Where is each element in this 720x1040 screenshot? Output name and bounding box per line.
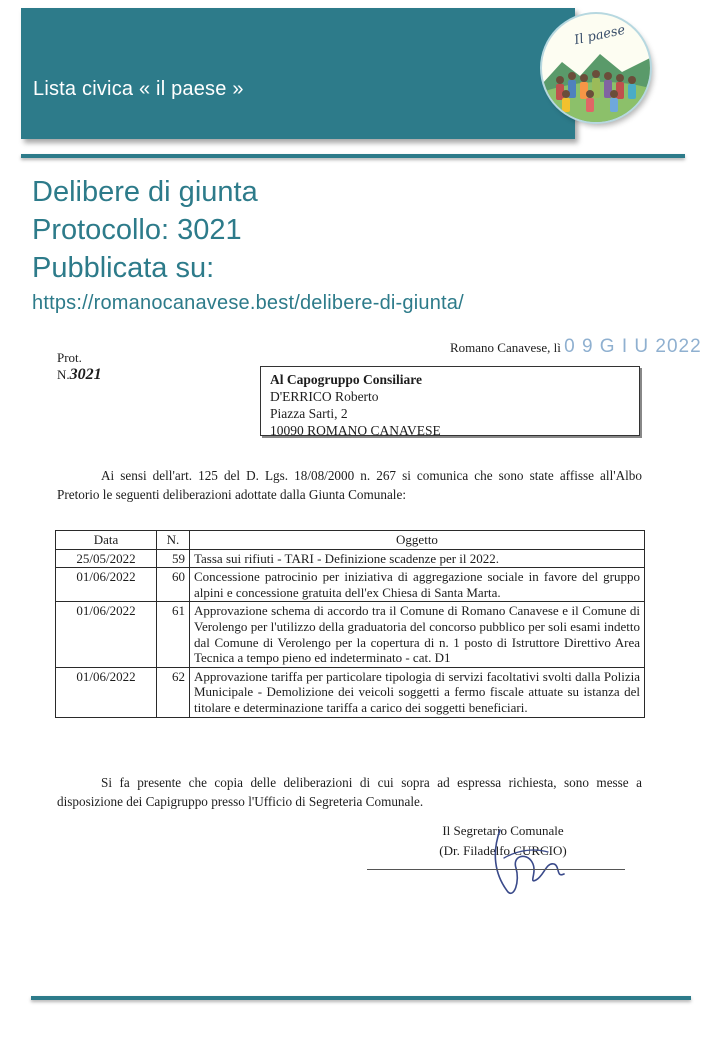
heading-published-label: Pubblicata su: bbox=[32, 252, 215, 284]
recipient-street: Piazza Sarti, 2 bbox=[270, 406, 348, 421]
table-row bbox=[56, 602, 645, 667]
row-number: 61 bbox=[157, 602, 190, 667]
protocol-label: Prot. N. bbox=[57, 350, 82, 382]
page-heading bbox=[32, 173, 464, 317]
row-date: 25/05/2022 bbox=[56, 549, 157, 568]
recipient-name: D'ERRICO Roberto bbox=[270, 389, 379, 404]
heading-protocol: Protocollo: 3021 bbox=[32, 214, 242, 246]
recipient-title: Al Capogruppo Consiliare bbox=[270, 372, 423, 387]
intro-paragraph: Ai sensi dell'art. 125 del D. Lgs. 18/08/2000 n. 267 si comunica che sono state affisse all'Albo Pretorio le seguenti deliberazioni adottate dalla Giunta Comunale: bbox=[57, 468, 642, 502]
handwritten-signature bbox=[482, 822, 572, 902]
bottom-divider bbox=[31, 996, 691, 1000]
row-subject: Concessione patrocinio per iniziativa di aggregazione sociale in favore del gruppo alpini e concessione gratuita dell'ex Chiesa di Santa Marta. bbox=[190, 568, 645, 602]
col-header-number: N. bbox=[157, 531, 190, 550]
row-number: 59 bbox=[157, 549, 190, 568]
protocol-line bbox=[57, 350, 102, 384]
signatory-role: Il Segretario Comunale bbox=[442, 823, 564, 838]
row-date: 01/06/2022 bbox=[56, 667, 157, 717]
recipient-box bbox=[260, 366, 640, 436]
row-subject: Approvazione schema di accordo tra il Comune di Romano Canavese e il Comune di Verolengo per l'utilizzo della graduatoria del concorso pubblico per soli esami indetto dal Comune di Verolengo per la copertura di n. 1 posto di Istruttore Direttivo Area Tecnica a tempo pieno ed indeterminato - cat. D1 bbox=[190, 602, 645, 667]
recipient-city: 10090 ROMANO CANAVESE bbox=[270, 423, 441, 438]
signatory-name: (Dr. Filadelfo CURCIO) bbox=[439, 843, 567, 858]
row-date: 01/06/2022 bbox=[56, 568, 157, 602]
col-header-date: Data bbox=[56, 531, 157, 550]
row-date: 01/06/2022 bbox=[56, 602, 157, 667]
row-number: 60 bbox=[157, 568, 190, 602]
table-header-row bbox=[56, 531, 645, 550]
row-subject: Tassa sui rifiuti - TARI - Definizione scadenze per il 2022. bbox=[190, 549, 645, 568]
logo bbox=[542, 14, 650, 122]
heading-url-link[interactable]: https://romanocanavese.best/delibere-di-giunta/ bbox=[32, 292, 464, 314]
table-row bbox=[56, 667, 645, 717]
row-number: 62 bbox=[157, 667, 190, 717]
top-divider bbox=[21, 154, 685, 158]
place-label: Romano Canavese, lì bbox=[450, 340, 561, 355]
place-date-line bbox=[450, 336, 702, 358]
protocol-number: 3021 bbox=[69, 366, 102, 383]
heading-title: Delibere di giunta bbox=[32, 176, 258, 208]
signature-line bbox=[367, 869, 625, 870]
logo-text: Il paese bbox=[573, 22, 627, 49]
deliberations-table bbox=[55, 530, 645, 718]
row-subject: Approvazione tariffa per particolare tipologia di servizi facoltativi svolti dalla Polizia Municipale - Demolizione dei veicoli soggetti a fermo fiscale attuate su istanza del titolare e determinazione tariffa a carico dei soggetti beneficiari. bbox=[190, 667, 645, 717]
table-row bbox=[56, 568, 645, 602]
table-row bbox=[56, 549, 645, 568]
closing-paragraph: Si fa presente che copia delle deliberazioni di cui sopra ad espressa richiesta, sono messe a disposizione dei Capigruppo presso l'Ufficio di Segreteria Comunale. bbox=[57, 775, 642, 809]
col-header-subject: Oggetto bbox=[190, 531, 645, 550]
date-stamp: 0 9 G I U 2022 bbox=[564, 336, 702, 357]
header-banner bbox=[21, 8, 575, 139]
banner-title: Lista civica « il paese » bbox=[33, 78, 244, 100]
